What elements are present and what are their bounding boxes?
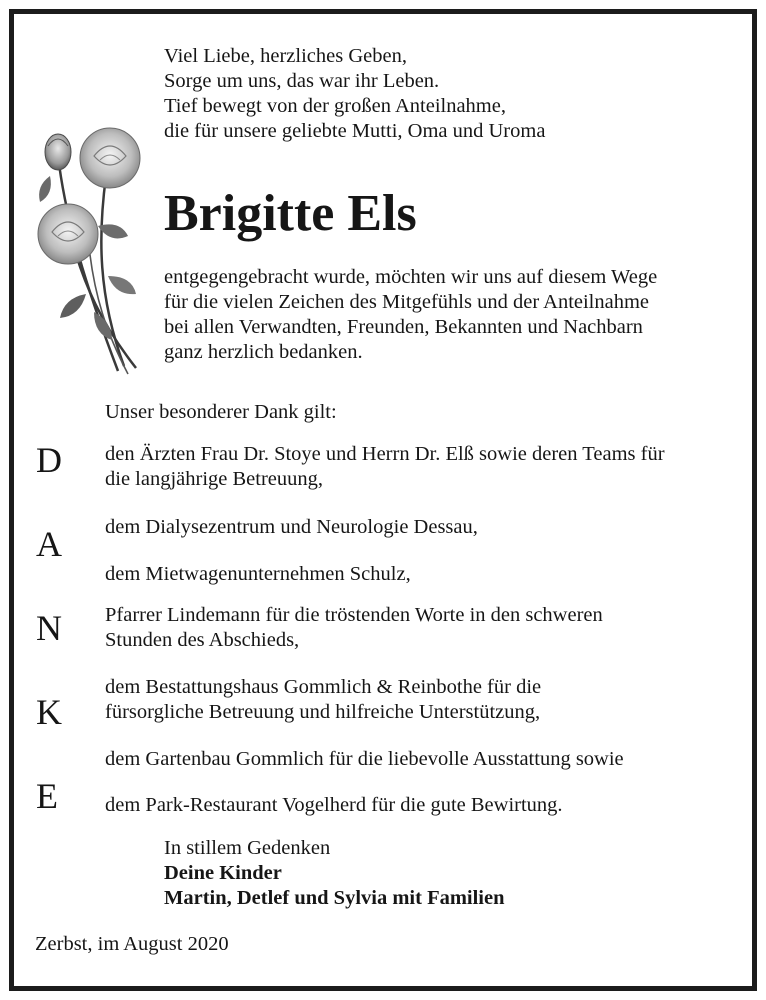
thanks-item-3: dem Mietwagenunternehmen Schulz,: [105, 563, 411, 585]
poem-line-3: Tief bewegt von der großen Anteilnahme,: [164, 95, 506, 117]
thanks-item-1-line-1: den Ärzten Frau Dr. Stoye und Herrn Dr. Elß sowie deren Teams für: [105, 443, 665, 465]
poem-line-4: die für unsere geliebte Mutti, Oma und Uroma: [164, 120, 546, 142]
poem-line-2: Sorge um uns, das war ihr Leben.: [164, 70, 440, 92]
thanks-item-1-line-2: die langjährige Betreuung,: [105, 468, 324, 490]
thanks-item-7: dem Park-Restaurant Vogelherd für die gute Bewirtung.: [105, 794, 563, 816]
danke-letter-d: D: [36, 440, 62, 480]
closing-line-2: Deine Kinder: [164, 862, 282, 884]
thanks-item-5-line-1: dem Bestattungshaus Gommlich & Reinbothe für die: [105, 676, 542, 698]
message-line-4: ganz herzlich bedanken.: [164, 341, 363, 363]
thanks-item-5-line-2: fürsorgliche Betreuung und hilfreiche Unterstützung,: [105, 701, 541, 723]
closing-line-1: In stillem Gedenken: [164, 837, 331, 859]
closing-line-3: Martin, Detlef und Sylvia mit Familien: [164, 887, 505, 909]
danke-letter-a: A: [36, 524, 62, 564]
thanks-item-4-line-1: Pfarrer Lindemann für die tröstenden Worte in den schweren: [105, 604, 603, 626]
message-line-2: für die vielen Zeichen des Mitgefühls und der Anteilnahme: [164, 291, 650, 313]
deceased-name: Brigitte Els: [164, 185, 417, 242]
special-thanks-heading: Unser besonderer Dank gilt:: [105, 401, 337, 423]
thanks-item-6: dem Gartenbau Gommlich für die liebevolle Ausstattung sowie: [105, 748, 624, 770]
place-date: Zerbst, im August 2020: [35, 933, 229, 955]
message-line-1: entgegengebracht wurde, möchten wir uns auf diesem Wege: [164, 266, 658, 288]
thanks-item-4-line-2: Stunden des Abschieds,: [105, 629, 300, 651]
danke-letter-e: E: [36, 776, 58, 816]
danke-letter-k: K: [36, 692, 62, 732]
poem-line-1: Viel Liebe, herzliches Geben,: [164, 45, 407, 67]
danke-letter-n: N: [36, 608, 62, 648]
message-line-3: bei allen Verwandten, Freunden, Bekannten und Nachbarn: [164, 316, 643, 338]
roses-icon: [28, 116, 156, 380]
thanks-item-2: dem Dialysezentrum und Neurologie Dessau,: [105, 516, 478, 538]
obituary-notice: [9, 9, 757, 991]
